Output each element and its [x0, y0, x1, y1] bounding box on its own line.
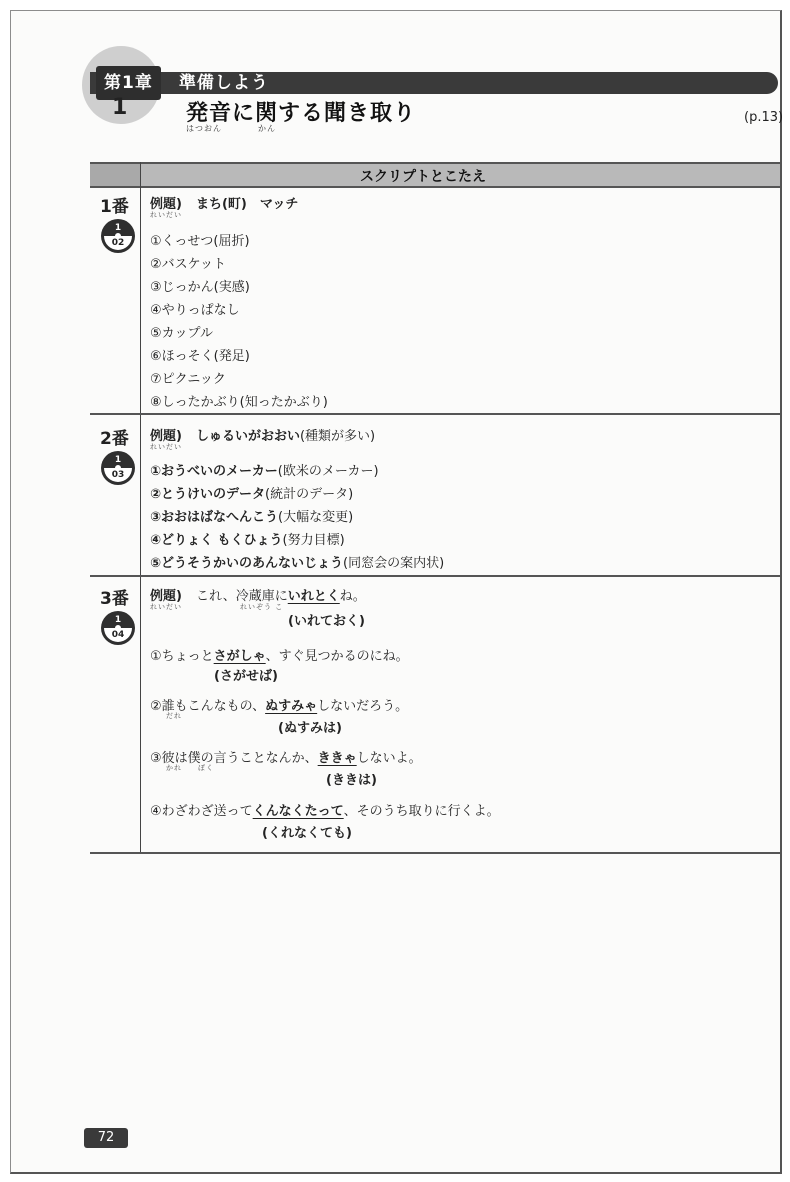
- row-label-2: 2番: [100, 429, 129, 449]
- example-ruby: れいだい: [150, 443, 182, 451]
- answer-text: (ぬすみは): [278, 721, 342, 736]
- list-item: ④どりょく もくひょう(努力目標): [150, 533, 345, 548]
- example-ruby-2: れいぞう こ: [240, 603, 284, 611]
- underlined-phrase: くんなくたって: [252, 804, 344, 819]
- example-label: 例題): [150, 589, 182, 604]
- row-divider: [90, 413, 780, 415]
- answer-text: (さがせば): [214, 669, 278, 684]
- list-item: ⑧しったかぶり(知ったかぶり): [150, 395, 328, 410]
- list-item: ③おおはばなへんこう(大幅な変更): [150, 510, 354, 525]
- list-item: ②誰もこんなもの、ぬすみゃしないだろう。: [150, 699, 409, 714]
- chapter-title: 準備しよう: [178, 73, 269, 93]
- section-title-ruby-2: かん: [258, 124, 276, 133]
- item-ruby: だれ: [166, 712, 182, 720]
- list-item: ①くっせつ(屈折): [150, 234, 250, 249]
- example-text: まち(町) マッチ: [195, 197, 299, 212]
- row-divider: [90, 575, 780, 577]
- example-rest: (種類が多い): [299, 429, 376, 444]
- example-bold: しゅるいがおおい: [195, 429, 300, 444]
- list-item: ④わざわざ送ってくんなくたって、そのうち取りに行くよ。: [150, 804, 500, 819]
- row-label-3: 3番: [100, 589, 129, 609]
- page-reference: (p.13): [744, 110, 784, 125]
- list-item: ①おうべいのメーカー(欧米のメーカー): [150, 464, 379, 479]
- underlined-phrase: ぬすみゃ: [265, 699, 318, 714]
- section-title-ruby-1: はつおん: [186, 124, 222, 133]
- answer-text: (くれなくても): [262, 826, 352, 841]
- list-item: ③じっかん(実感): [150, 280, 250, 295]
- list-item: ⑦ピクニック: [150, 372, 226, 387]
- list-item: ②とうけいのデータ(統計のデータ): [150, 487, 354, 502]
- underlined-phrase: さがしゃ: [213, 649, 266, 664]
- table-header-label: スクリプトとこたえ: [360, 169, 486, 185]
- list-item: ⑤どうそうかいのあんないじょう(同窓会の案内状): [150, 556, 445, 571]
- section-title: 発音に関する聞き取り: [186, 101, 417, 126]
- table-bottom-border: [90, 852, 780, 854]
- table-header-left-cell: [90, 164, 141, 186]
- example-label: 例題): [150, 197, 182, 212]
- section-number: 1: [112, 95, 128, 120]
- example-ruby: れいだい: [150, 211, 182, 219]
- list-item: ④やりっぱなし: [150, 303, 240, 318]
- list-item: ①ちょっとさがしゃ、すぐ見つかるのにね。: [150, 649, 409, 664]
- example-ruby: れいだい: [150, 603, 182, 611]
- underlined-phrase: いれとく: [287, 589, 340, 604]
- audio-track-icon: 1 04: [101, 611, 135, 645]
- item-ruby: かれ ぼく: [166, 764, 214, 772]
- chapter-number: 第1章: [96, 66, 161, 100]
- audio-track-icon: 1 03: [101, 451, 135, 485]
- example-label: 例題): [150, 429, 182, 444]
- answer-text: (いれておく): [288, 614, 365, 629]
- underlined-phrase: ききゃ: [317, 751, 357, 766]
- list-item: ⑤カップル: [150, 326, 214, 341]
- answer-text: (ききは): [326, 773, 377, 788]
- example-line: 例題) これ、冷蔵庫にいれとくね。: [150, 589, 366, 604]
- list-item: ⑥ほっそく(発足): [150, 349, 250, 364]
- list-item: ②バスケット: [150, 257, 227, 272]
- example-line: [150, 425, 375, 444]
- list-item: ③彼は僕の言うことなんか、ききゃしないよ。: [150, 751, 422, 766]
- table-header: [90, 162, 780, 188]
- column-divider: [140, 162, 141, 854]
- audio-track-icon: 1 02: [101, 219, 135, 253]
- page-number: 72: [84, 1128, 128, 1148]
- row-label-1: 1番: [100, 197, 129, 217]
